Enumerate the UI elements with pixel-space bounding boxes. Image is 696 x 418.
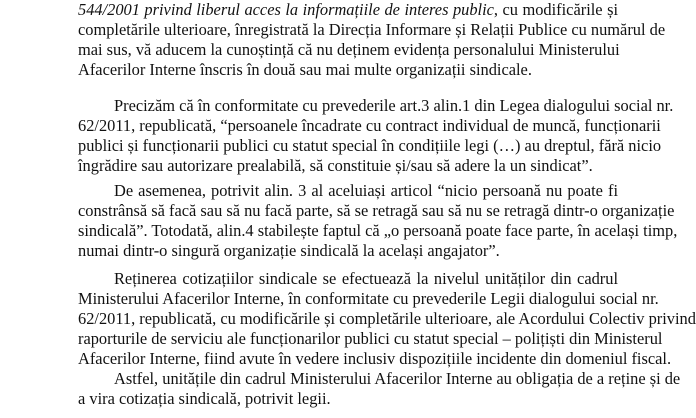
paragraph-1-line-2: completările ulterioare, înregistrată la Direcția Informare și Relații Publice cu numărul de bbox=[78, 20, 666, 39]
paragraph-2-line-2: 62/2011, republicată, “persoanele încadrate cu contract individual de muncă, funcționarii bbox=[78, 116, 661, 135]
paragraph-3-line-3: sindicală”. Totodată, alin.4 stabilește faptul că „o persoană poate face parte, în același timp, bbox=[78, 221, 678, 240]
paragraph-4-line-5: Afacerilor Interne, fiind avute în vedere inclusiv dispozițiile incidente din domeniul fiscal. bbox=[78, 349, 672, 368]
paragraph-2-line-4: îngrădire sau autorizare prealabilă, să constituie și/sau să adere la un sindicat”. bbox=[78, 156, 593, 175]
paragraph-2-line-1: Precizăm că în conformitate cu prevederile art.3 alin.1 din Legea dialogului social nr. bbox=[114, 96, 674, 115]
paragraph-4-line-1: Reținerea cotizațiilor sindicale se efectuează la nivelul unităților din cadrul bbox=[114, 269, 618, 288]
paragraph-1-line-1-rest: , cu modificările și bbox=[493, 0, 619, 19]
paragraph-3-line-4: numai dintr-o singură organizație sindicală la același angajator”. bbox=[78, 241, 500, 260]
paragraph-1-line-4: Afacerilor Interne înscris în două sau mai multe organizații sindicale. bbox=[78, 60, 532, 79]
paragraph-3-line-1: De asemenea, potrivit alin. 3 al aceluiași articol “nicio persoană nu poate fi bbox=[114, 181, 618, 200]
paragraph-4-line-3: 62/2011, republicată, cu modificările și completările ulterioare, ale Acordului Colectiv privind bbox=[78, 309, 696, 328]
law-reference-italic: 544/2001 privind liberul acces la informațiile de interes public bbox=[78, 0, 494, 19]
paragraph-3-line-2: constrânsă să facă sau să nu facă parte, să se retragă sau să nu se retragă dintr-o organizație bbox=[78, 201, 675, 220]
paragraph-1-line-3: mai sus, vă aducem la cunoștință că nu deținem evidența personalului Ministerului bbox=[78, 40, 620, 59]
paragraph-4-line-2: Ministerului Afacerilor Interne, în conformitate cu prevederile Legii dialogului social nr. bbox=[78, 289, 659, 308]
paragraph-4-line-4: raporturile de serviciu ale funcționarilor publici cu statut special – polițiști din Ministerul bbox=[78, 329, 663, 348]
paragraph-2-line-3: publici și funcționarii publici cu statut special în condițiile legi (…) au dreptul, fără nicio bbox=[78, 136, 662, 155]
paragraph-5-line-2: a vira cotizația sindicală, potrivit legii. bbox=[78, 389, 331, 408]
paragraph-5-line-1: Astfel, unitățile din cadrul Ministerului Afacerilor Interne au obligația de a reține și de bbox=[114, 369, 681, 388]
paragraph-1-line-1 bbox=[78, 0, 618, 20]
